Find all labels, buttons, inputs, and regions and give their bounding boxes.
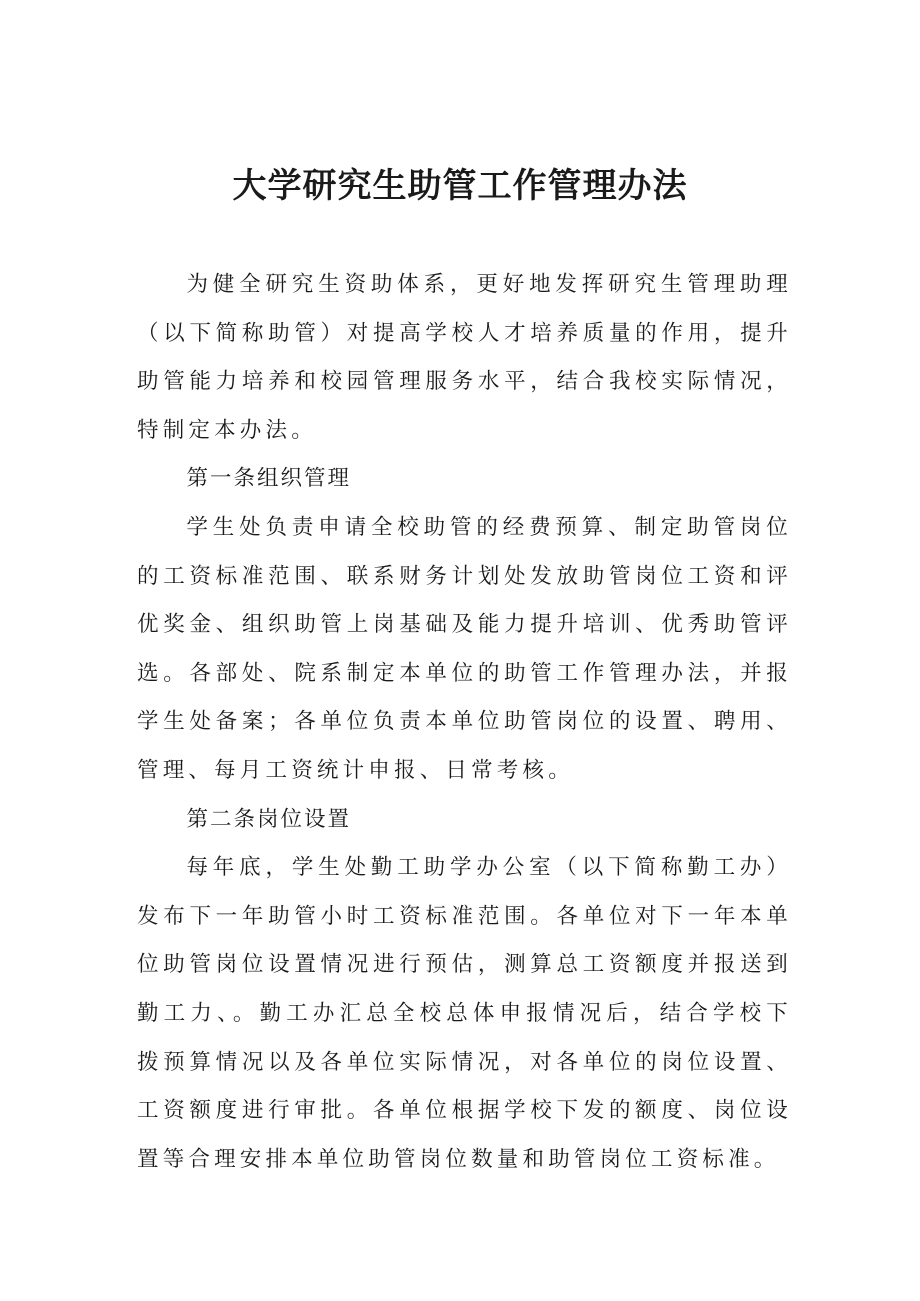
article-1-paragraph: 学生处负责申请全校助管的经费预算、制定助管岗位的工资标准范围、联系财务计划处发放助管岗位工资和评优奖金、组织助管上岗基础及能力提升培训、优秀助管评选。各部处、院系制定本单位的助管工作管理办法，并报学生处备案；各单位负责本单位助管岗位的设置、聘用、管理、每月工资统计申报、日常考核。 bbox=[137, 514, 792, 783]
document-title: 大学研究生助管工作管理办法 bbox=[232, 166, 688, 206]
article-1-heading: 第一条组织管理 bbox=[186, 466, 351, 492]
document-body bbox=[137, 261, 792, 1184]
article-2-paragraph: 每年底，学生处勤工助学办公室（以下简称勤工办）发布下一年助管小时工资标准范围。各单位对下一年本单位助管岗位设置情况进行预估，测算总工资额度并报送到勤工力、。勤工办汇总全校总体申报情况后，结合学校下拨预算情况以及各单位实际情况，对各单位的岗位设置、工资额度进行审批。各单位根据学校下发的额度、岗位设置等合理安排本单位助管岗位数量和助管岗位工资标准。 bbox=[137, 855, 792, 1172]
article-2-heading: 第二条岗位设置 bbox=[186, 806, 351, 832]
intro-paragraph: 为健全研究生资助体系，更好地发挥研究生管理助理（以下简称助管）对提高学校人才培养质量的作用，提升助管能力培养和校园管理服务水平，结合我校实际情况，特制定本办法。 bbox=[137, 272, 792, 443]
